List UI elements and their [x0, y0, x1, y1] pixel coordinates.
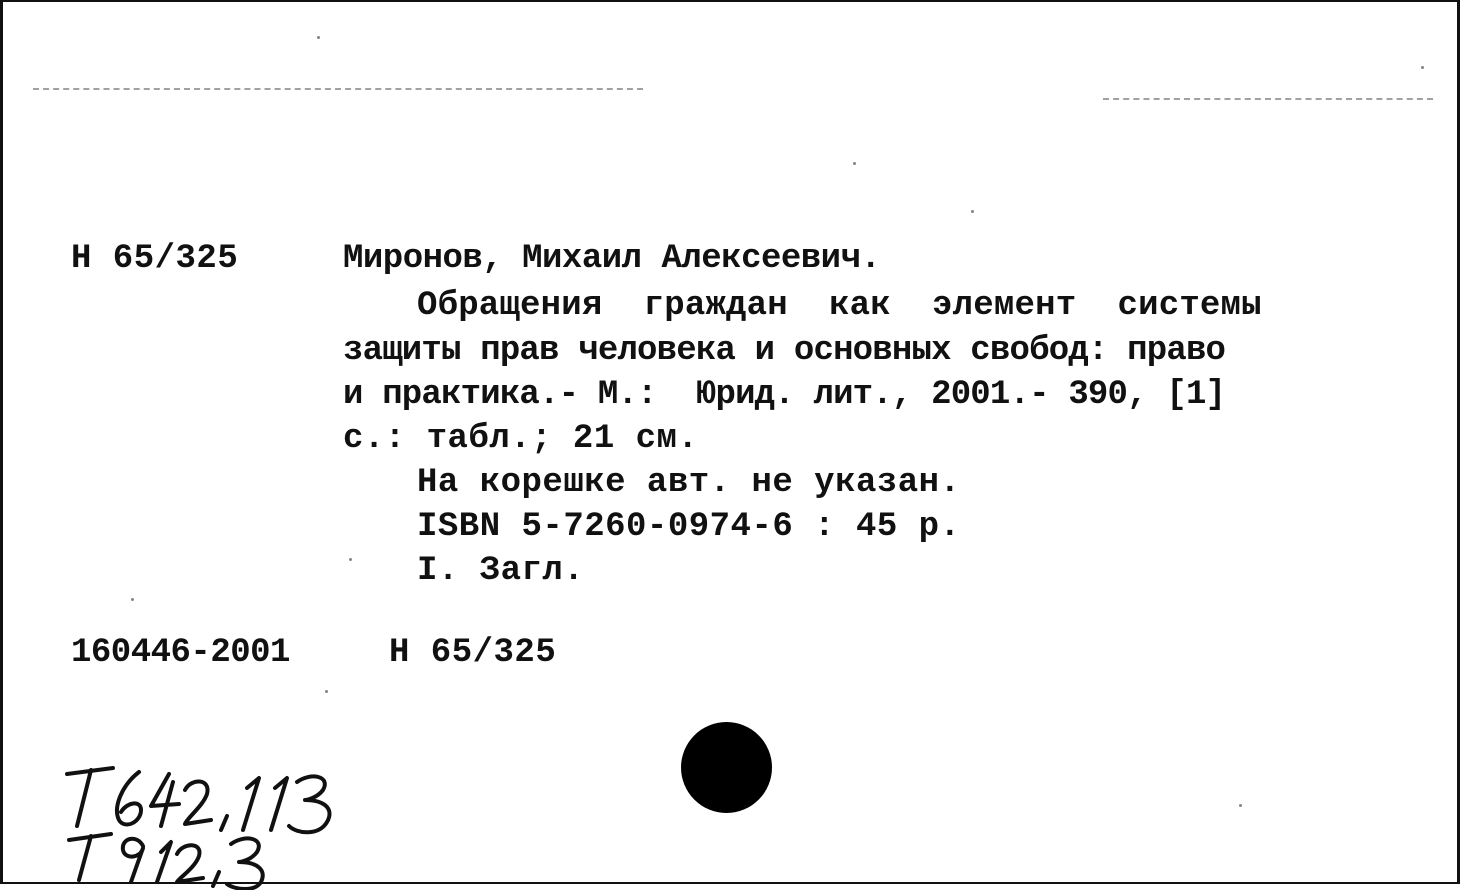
description-line-1: Обращения граждан как элемент системы: [417, 287, 1262, 325]
description-line-4: с.: табл.; 21 см.: [343, 420, 699, 458]
author-heading: Миронов, Михаил Алексеевич.: [343, 240, 881, 278]
speck: [325, 690, 328, 693]
speck: [1421, 66, 1424, 69]
shelf-mark: Н 65/325: [71, 240, 239, 278]
inventory-shelf-mark: Н 65/325: [389, 634, 557, 672]
handwritten-classification: [61, 760, 361, 890]
speck: [971, 210, 974, 213]
speck: [349, 558, 352, 561]
speck: [1239, 804, 1242, 807]
punch-hole: [681, 722, 772, 813]
description-line-2: защиты прав человека и основных свобод: право: [343, 332, 1226, 370]
speck: [317, 36, 320, 39]
top-rule-right: [1103, 98, 1433, 100]
isbn-price-line: ISBN 5-7260-0974-6 : 45 р.: [417, 508, 961, 546]
inventory-number: 160446-2001: [71, 634, 290, 672]
speck: [131, 598, 134, 601]
note-line: На корешке авт. не указан.: [417, 464, 961, 502]
title-tracing: I. Загл.: [417, 552, 585, 590]
speck: [853, 162, 856, 165]
description-line-3: и практика.- М.: Юрид. лит., 2001.- 390, [1]: [343, 376, 1226, 414]
top-rule-left: [33, 88, 643, 90]
